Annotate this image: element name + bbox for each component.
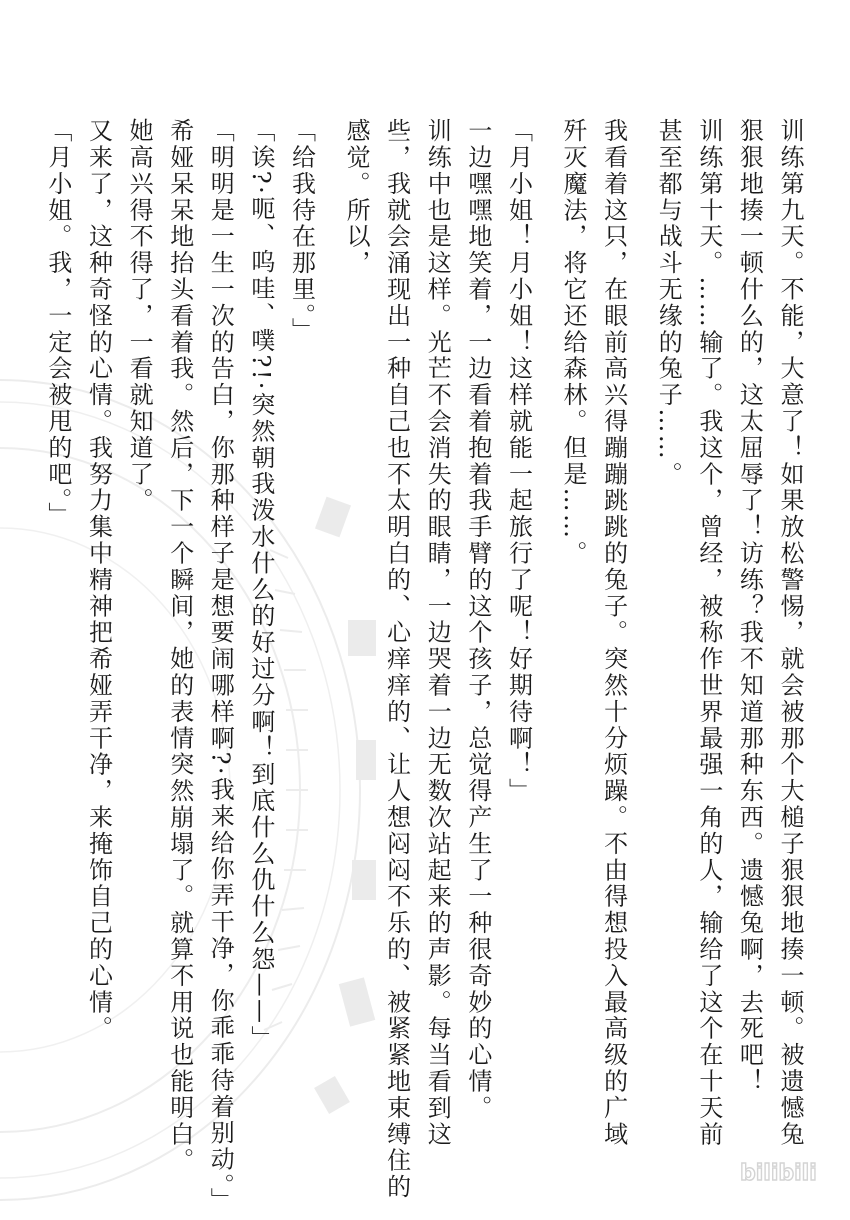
text-line: 她高兴得不得了，一看就知道了。: [125, 118, 154, 514]
text-line: 「月小姐。我，一定会被甩的吧。」: [43, 118, 72, 529]
text-line: 我看着这只，在眼前高兴得蹦蹦跳跳的兔子。突然十分烦躁。不由得想投入最高级的广域: [599, 118, 628, 1148]
text-line: 「诶?·呃、呜哇、噗?!·突然朝我泼水什么的好过分啊！到底什么仇什么怨——」: [246, 118, 275, 1052]
text-line: 「给我待在那里。」: [287, 118, 316, 344]
text-line: 训练第九天。不能，大意了！如果放松警惕，就会被那个大槌子狠狠地揍一顿。被遗憾兔: [776, 118, 804, 1148]
text-line: 些，我就会涌现出一种自己也不太明白的、心痒痒的、让人想闷闷不乐的、被紧紧地束缚住的: [382, 118, 411, 1201]
svg-text:bilibili: bilibili: [740, 1161, 817, 1186]
text-line: 「月小姐！月小姐！这样就能一起旅行了呢！好期待啊！」: [504, 118, 533, 805]
text-line: 「明明是一生一次的告白，你那种样子是想要闹哪样啊?·我来给你弄干净，你乖乖待着别动。」: [206, 118, 235, 1214]
text-line: 歼灭魔法，将它还给森林。但是……。: [559, 118, 588, 567]
text-line: 一边嘿嘿地笑着，一边看着抱着我手臂的这个孩子，总觉得产生了一种很奇妙的心情。: [463, 118, 492, 1122]
text-line: 感觉。所以，: [342, 118, 371, 277]
text-line: 又来了，这种奇怪的心情。我努力集中精神把希娅弄干净，来掩饰自己的心情。: [84, 118, 113, 1042]
text-line: 训练第十天。……输了。我这个，曾经，被称作世界最强一角的人，输给了这个在十天前: [694, 118, 723, 1148]
text-line: 甚至都与战斗无缘的兔子……。: [654, 118, 683, 488]
bilibili-logo: [738, 1154, 830, 1188]
text-line: 希娅呆呆地抬头看着我。然后，下一个瞬间，她的表情突然崩塌了。就算不用说也能明白。: [165, 118, 194, 1174]
text-line: 训练中也是这样。光芒不会消失的眼睛，一边哭着一边无数次站起来的声影。每当看到这: [423, 118, 452, 1148]
text-line: 狠狠地揍一顿什么的，这太屈辱了！访练？我不知道那种东西。遗憾兔啊，去死吧！: [735, 118, 764, 1095]
vertical-text-body: [37, 118, 810, 1214]
